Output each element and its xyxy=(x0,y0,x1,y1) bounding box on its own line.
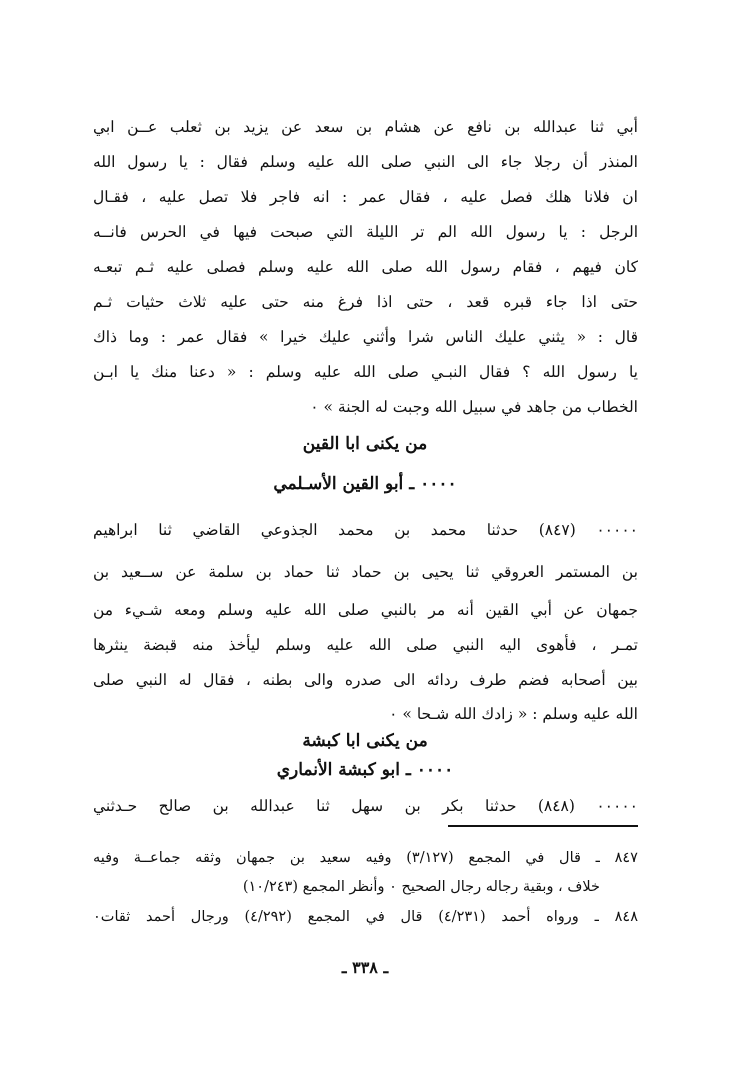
footnote-847-cont: خلاف ، وبقية رجاله رجال الصحيح ٠ وأنظر المجمع (١٠/٢٤٣) xyxy=(242,879,600,895)
body-line: ان فلانا هلك فصل عليه ، فقال عمر : انه فاجر فلا تصل عليه ، فقـال xyxy=(93,188,638,206)
body-line: حتى اذا جاء قبره قعد ، حتى اذا فرغ منه حتى عليه ثلاث حثيات ثـم xyxy=(93,293,638,311)
body-line: تمـر ، فأهوى اليه النبي صلى الله عليه وسلم ليأخذ منه قبضة ينثرها xyxy=(93,636,638,654)
body-line: الخطاب من جاهد في سبيل الله وجبت له الجنة » ٠ xyxy=(310,398,638,416)
body-line: يا رسول الله ؟ فقال النبـي صلى الله عليه وسلم : « دعنا منك يا ابـن xyxy=(93,363,638,381)
body-line: بين أصحابه فضم طرف ردائه الى صدره والى بطنه ، فقال له النبي صلى xyxy=(93,671,638,689)
footnote-848: ٨٤٨ ـ ورواه أحمد (٤/٢٣١) قال في المجمع (٤/٢٩٢) ورجال أحمد ثقات٠ xyxy=(93,909,638,925)
body-line: الرجل : يا رسول الله الم تر الليلة التي صبحت فيها في الحرس فانــه xyxy=(93,223,638,241)
entry-heading: ٠٠٠٠ ـ ابو كبشة الأنماري xyxy=(276,760,454,780)
body-line: جمهان عن أبي القين أنه مر بالنبي صلى الله عليه وسلم ومعه شـيء من xyxy=(93,601,638,619)
body-line: الله عليه وسلم : « زادك الله شـحا » ٠ xyxy=(389,705,638,723)
body-line: ٠٠٠٠٠ (٨٤٧) حدثنا محمد بن محمد الجذوعي القاضي ثنا ابراهيم xyxy=(93,521,638,539)
body-line: أبي ثنا عبدالله بن نافع عن هشام بن سعد عن يزيد بن ثعلب عــن ابي xyxy=(93,118,638,136)
entry-heading: ٠٠٠٠ ـ أبو القين الأسـلمي xyxy=(273,474,457,494)
body-line: بن المستمر العروقي ثنا يحيى بن حماد ثنا حماد بن سلمة عن ســعيد بن xyxy=(93,563,638,581)
page-number: ـ ٣٣٨ ـ xyxy=(341,958,389,977)
section-heading: من يكنى ابا القين xyxy=(302,434,428,454)
footnote-separator xyxy=(448,825,638,827)
body-line: كان فيهم ، فقام رسول الله صلى الله عليه وسلم فصلى عليه ثـم تبعـه xyxy=(93,258,638,276)
section-heading: من يكنى ابا كبشة xyxy=(302,731,428,751)
body-line: ٠٠٠٠٠ (٨٤٨) حدثنا بكر بن سهل ثنا عبدالله بن صالح حـدثني xyxy=(93,797,638,815)
body-line: قال : « يثني عليك الناس شرا وأثني عليك خيرا » فقال عمر : وما ذاك xyxy=(93,328,638,346)
body-line: المنذر أن رجلا جاء الى النبي صلى الله عليه وسلم فقال : يا رسول الله xyxy=(93,153,638,171)
footnote-847: ٨٤٧ ـ قال في المجمع (٣/١٢٧) وفيه سعيد بن جمهان وثقه جماعــة وفيه xyxy=(93,850,638,866)
